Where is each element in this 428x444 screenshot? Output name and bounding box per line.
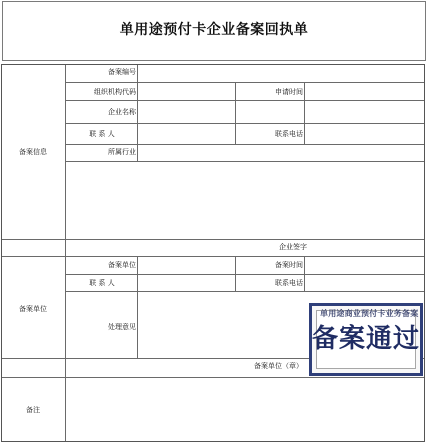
enterprise-signature-label: 企业签字 — [279, 243, 307, 251]
row-line-9 — [65, 291, 424, 292]
record-unit-label: 备案单位 — [108, 261, 136, 269]
remarks-section-label: 备注 — [26, 406, 40, 414]
record-unit-section-label: 备案单位 — [19, 305, 47, 313]
handling-opinion-label: 处理意见 — [108, 323, 136, 331]
label-column-divider — [137, 65, 138, 161]
stamp-top-text: 单用途商业预付卡业务备案 — [320, 309, 419, 318]
enterprise-name-label: 企业名称 — [108, 108, 136, 116]
application-time-label: 申请时间 — [275, 88, 303, 96]
receipt-title: 单用途预付卡企业备案回执单 — [119, 22, 309, 38]
record-contact-label: 联 系 人 — [89, 130, 115, 138]
row-line-1 — [65, 82, 424, 83]
row-line-3 — [65, 123, 424, 124]
record-unit-seal-label: 备案单位（章） — [254, 362, 303, 370]
record-time-label: 备案时间 — [275, 261, 303, 269]
organization-code-label: 组织机构代码 — [94, 88, 136, 96]
row-line-5 — [65, 161, 424, 162]
row-line-4 — [65, 144, 424, 145]
unit-contact-phone-label: 联系电话 — [275, 279, 303, 287]
row-line-11 — [2, 377, 424, 378]
row-line-7 — [2, 256, 424, 257]
left-column-divider — [65, 65, 66, 441]
record-info-section-label: 备案信息 — [19, 148, 47, 156]
row-line-6 — [2, 239, 424, 240]
record-contact-phone-label: 联系电话 — [275, 130, 303, 138]
record-approved-stamp — [309, 303, 423, 376]
row-line-8 — [65, 274, 424, 275]
industry-label: 所属行业 — [108, 148, 136, 156]
unit-label-column-divider — [137, 256, 138, 358]
receipt-header — [2, 1, 426, 61]
row-line-2 — [65, 100, 424, 101]
record-number-label: 备案编号 — [108, 68, 136, 76]
unit-contact-label: 联 系 人 — [89, 279, 115, 287]
right-label-divider-top — [304, 82, 305, 144]
receipt-form — [1, 64, 425, 442]
stamp-main-text: 备案通过 — [312, 324, 421, 354]
middle-column-divider-top — [235, 82, 236, 144]
